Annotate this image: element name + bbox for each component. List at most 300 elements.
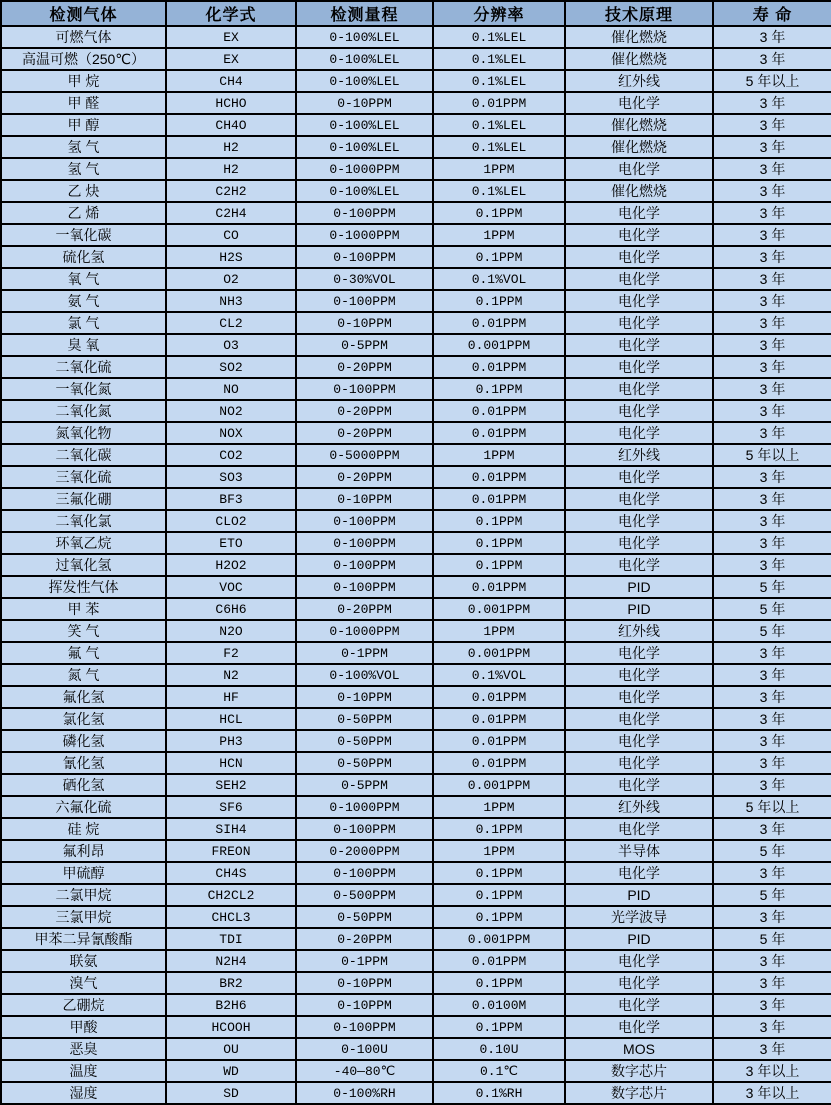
cell: 催化燃烧 (565, 114, 713, 136)
cell: SO2 (166, 356, 296, 378)
column-header-1: 化学式 (166, 1, 296, 26)
cell: 氢 气 (1, 158, 166, 180)
cell: 5 年 (713, 620, 831, 642)
cell: 3 年 (713, 532, 831, 554)
cell: 3 年 (713, 246, 831, 268)
cell: 0-10PPM (296, 92, 433, 114)
cell: 0.01PPM (433, 752, 565, 774)
cell: 磷化氢 (1, 730, 166, 752)
cell: 0.1PPM (433, 202, 565, 224)
cell: 3 年 (713, 906, 831, 928)
cell: 0.1PPM (433, 554, 565, 576)
cell: CO2 (166, 444, 296, 466)
cell: 3 年 (713, 554, 831, 576)
cell: 3 年 (713, 752, 831, 774)
table-row (1, 972, 831, 994)
cell: 0-100%LEL (296, 180, 433, 202)
cell: 0.1%RH (433, 1082, 565, 1104)
cell: 湿度 (1, 1082, 166, 1104)
cell: HCN (166, 752, 296, 774)
cell: 0-500PPM (296, 884, 433, 906)
cell: 0.1%LEL (433, 136, 565, 158)
table-row (1, 114, 831, 136)
cell: 0-10PPM (296, 972, 433, 994)
table-row (1, 202, 831, 224)
table-row (1, 510, 831, 532)
cell: 氨 气 (1, 290, 166, 312)
table-row (1, 796, 831, 818)
cell: 0.1PPM (433, 972, 565, 994)
cell: 0.1PPM (433, 862, 565, 884)
cell: H2 (166, 136, 296, 158)
cell: 5 年 (713, 598, 831, 620)
cell: 0-1000PPM (296, 158, 433, 180)
cell: CLO2 (166, 510, 296, 532)
table-row (1, 730, 831, 752)
cell: BR2 (166, 972, 296, 994)
table-row (1, 400, 831, 422)
cell: 电化学 (565, 510, 713, 532)
cell: 5 年 (713, 884, 831, 906)
cell: SD (166, 1082, 296, 1104)
cell: 3 年 (713, 158, 831, 180)
cell: 二氯甲烷 (1, 884, 166, 906)
table-row (1, 356, 831, 378)
cell: 3 年 (713, 708, 831, 730)
cell: 红外线 (565, 444, 713, 466)
cell: 0-100PPM (296, 818, 433, 840)
cell: 0-100%LEL (296, 48, 433, 70)
cell: 0.1%LEL (433, 180, 565, 202)
cell: 0.001PPM (433, 598, 565, 620)
cell: 0.1℃ (433, 1060, 565, 1082)
cell: O3 (166, 334, 296, 356)
cell: SO3 (166, 466, 296, 488)
cell: 0.01PPM (433, 92, 565, 114)
cell: 乙 炔 (1, 180, 166, 202)
cell: 电化学 (565, 312, 713, 334)
cell: 0-100PPM (296, 532, 433, 554)
table-row (1, 488, 831, 510)
cell: 1PPM (433, 840, 565, 862)
table-row (1, 884, 831, 906)
table-row (1, 906, 831, 928)
cell: 乙硼烷 (1, 994, 166, 1016)
cell: 电化学 (565, 400, 713, 422)
cell: 0.1PPM (433, 532, 565, 554)
cell: SF6 (166, 796, 296, 818)
cell: 电化学 (565, 752, 713, 774)
cell: 3 年 (713, 994, 831, 1016)
cell: 3 年 (713, 114, 831, 136)
cell: 硒化氢 (1, 774, 166, 796)
cell: EX (166, 26, 296, 48)
cell: 电化学 (565, 1016, 713, 1038)
cell: 0.001PPM (433, 928, 565, 950)
cell: 0-100%LEL (296, 26, 433, 48)
cell: HCHO (166, 92, 296, 114)
cell: 0.01PPM (433, 488, 565, 510)
cell: 0.1PPM (433, 290, 565, 312)
cell: 氟 气 (1, 642, 166, 664)
cell: F2 (166, 642, 296, 664)
cell: SIH4 (166, 818, 296, 840)
cell: N2H4 (166, 950, 296, 972)
cell: 电化学 (565, 730, 713, 752)
cell: 3 年 (713, 686, 831, 708)
cell: PID (565, 598, 713, 620)
cell: VOC (166, 576, 296, 598)
cell: 3 年 (713, 510, 831, 532)
cell: 0.1PPM (433, 906, 565, 928)
cell: 0-1000PPM (296, 796, 433, 818)
cell: 氰化氢 (1, 752, 166, 774)
cell: 3 年 (713, 334, 831, 356)
cell: 3 年 (713, 290, 831, 312)
cell: 硅 烷 (1, 818, 166, 840)
table-row (1, 994, 831, 1016)
cell: 0-10PPM (296, 488, 433, 510)
table-row (1, 818, 831, 840)
table-row (1, 840, 831, 862)
cell: 1PPM (433, 444, 565, 466)
cell: 电化学 (565, 532, 713, 554)
cell: 0.10U (433, 1038, 565, 1060)
cell: 3 年 (713, 1038, 831, 1060)
table-row (1, 70, 831, 92)
cell: 0-50PPM (296, 708, 433, 730)
cell: 0.1PPM (433, 1016, 565, 1038)
table-row (1, 378, 831, 400)
cell: 0.1%LEL (433, 26, 565, 48)
cell: 1PPM (433, 224, 565, 246)
cell: 氟利昂 (1, 840, 166, 862)
cell: 联氨 (1, 950, 166, 972)
cell: 3 年 (713, 356, 831, 378)
cell: TDI (166, 928, 296, 950)
cell: 臭 氧 (1, 334, 166, 356)
table-row (1, 752, 831, 774)
table-row (1, 950, 831, 972)
cell: 甲硫醇 (1, 862, 166, 884)
cell: 电化学 (565, 862, 713, 884)
cell: 3 年 (713, 202, 831, 224)
cell: H2 (166, 158, 296, 180)
cell: 电化学 (565, 224, 713, 246)
cell: 0.1%VOL (433, 268, 565, 290)
cell: CH4O (166, 114, 296, 136)
cell: PH3 (166, 730, 296, 752)
cell: 0.1PPM (433, 378, 565, 400)
cell: 0-10PPM (296, 686, 433, 708)
cell: 0.01PPM (433, 466, 565, 488)
cell: 3 年 (713, 422, 831, 444)
cell: 0.01PPM (433, 686, 565, 708)
cell: HCL (166, 708, 296, 730)
cell: 三氯甲烷 (1, 906, 166, 928)
cell: 0.1%LEL (433, 114, 565, 136)
cell: 0-10PPM (296, 994, 433, 1016)
cell: 电化学 (565, 378, 713, 400)
table-row (1, 1060, 831, 1082)
cell: CH4S (166, 862, 296, 884)
cell: 氮 气 (1, 664, 166, 686)
cell: FREON (166, 840, 296, 862)
cell: O2 (166, 268, 296, 290)
cell: 电化学 (565, 818, 713, 840)
cell: 光学波导 (565, 906, 713, 928)
cell: OU (166, 1038, 296, 1060)
cell: -40—80℃ (296, 1060, 433, 1082)
cell: PID (565, 576, 713, 598)
table-row (1, 620, 831, 642)
cell: 3 年 (713, 466, 831, 488)
cell: 0-100PPM (296, 1016, 433, 1038)
cell: 3 年 (713, 268, 831, 290)
cell: 0.1PPM (433, 246, 565, 268)
cell: 电化学 (565, 664, 713, 686)
cell: 电化学 (565, 642, 713, 664)
cell: 0-100PPM (296, 576, 433, 598)
cell: 可燃气体 (1, 26, 166, 48)
cell: 0-30%VOL (296, 268, 433, 290)
cell: 挥发性气体 (1, 576, 166, 598)
cell: 3 年 (713, 950, 831, 972)
cell: 电化学 (565, 554, 713, 576)
cell: 0-20PPM (296, 466, 433, 488)
cell: 0.01PPM (433, 576, 565, 598)
cell: HF (166, 686, 296, 708)
cell: 3 年 (713, 972, 831, 994)
cell: 0-5PPM (296, 334, 433, 356)
cell: 0.01PPM (433, 312, 565, 334)
cell: SEH2 (166, 774, 296, 796)
cell: 环氧乙烷 (1, 532, 166, 554)
cell: 一氧化碳 (1, 224, 166, 246)
column-header-4: 技术原理 (565, 1, 713, 26)
cell: 0-10PPM (296, 312, 433, 334)
cell: 0-50PPM (296, 730, 433, 752)
table-row (1, 642, 831, 664)
cell: 0-100%LEL (296, 70, 433, 92)
cell: 3 年以上 (713, 1060, 831, 1082)
cell: 二氧化氮 (1, 400, 166, 422)
cell: 0.01PPM (433, 708, 565, 730)
cell: 0-2000PPM (296, 840, 433, 862)
cell: 3 年 (713, 180, 831, 202)
table-row (1, 26, 831, 48)
table-row (1, 554, 831, 576)
cell: 1PPM (433, 620, 565, 642)
cell: 3 年 (713, 378, 831, 400)
cell: 笑 气 (1, 620, 166, 642)
cell: 0-20PPM (296, 400, 433, 422)
table-row (1, 1016, 831, 1038)
table-row (1, 268, 831, 290)
cell: 0.1PPM (433, 510, 565, 532)
cell: 3 年 (713, 862, 831, 884)
cell: 电化学 (565, 334, 713, 356)
cell: N2O (166, 620, 296, 642)
cell: 0-100PPM (296, 290, 433, 312)
cell: 三氟化硼 (1, 488, 166, 510)
cell: 0.001PPM (433, 334, 565, 356)
cell: 电化学 (565, 290, 713, 312)
cell: 5 年 (713, 840, 831, 862)
cell: 0.01PPM (433, 730, 565, 752)
cell: 3 年 (713, 26, 831, 48)
cell: 0.001PPM (433, 774, 565, 796)
cell: 电化学 (565, 246, 713, 268)
cell: 3 年 (713, 488, 831, 510)
table-row (1, 774, 831, 796)
cell: 3 年 (713, 400, 831, 422)
cell: 乙 烯 (1, 202, 166, 224)
cell: 数字芯片 (565, 1060, 713, 1082)
cell: 0.01PPM (433, 422, 565, 444)
cell: H2O2 (166, 554, 296, 576)
cell: 0-100PPM (296, 246, 433, 268)
cell: 3 年 (713, 48, 831, 70)
table-row (1, 48, 831, 70)
table-row (1, 928, 831, 950)
header-row (1, 1, 831, 26)
cell: 3 年 (713, 312, 831, 334)
cell: 二氧化碳 (1, 444, 166, 466)
table-row (1, 422, 831, 444)
cell: 三氧化硫 (1, 466, 166, 488)
cell: 溴气 (1, 972, 166, 994)
table-row (1, 334, 831, 356)
table-row (1, 180, 831, 202)
cell: 甲 醇 (1, 114, 166, 136)
cell: 电化学 (565, 686, 713, 708)
cell: 一氧化氮 (1, 378, 166, 400)
cell: 0.01PPM (433, 400, 565, 422)
cell: 0-100PPM (296, 554, 433, 576)
cell: 0-20PPM (296, 598, 433, 620)
cell: 5 年 (713, 576, 831, 598)
cell: 二氧化硫 (1, 356, 166, 378)
cell: 0-100%VOL (296, 664, 433, 686)
cell: 0-20PPM (296, 928, 433, 950)
cell: 数字芯片 (565, 1082, 713, 1104)
cell: 3 年 (713, 730, 831, 752)
cell: 甲苯二异氰酸酯 (1, 928, 166, 950)
cell: 0-100U (296, 1038, 433, 1060)
cell: 氟化氢 (1, 686, 166, 708)
cell: 过氧化氢 (1, 554, 166, 576)
cell: 5 年以上 (713, 796, 831, 818)
cell: 1PPM (433, 158, 565, 180)
cell: 0.1PPM (433, 818, 565, 840)
table-row (1, 312, 831, 334)
cell: 3 年 (713, 224, 831, 246)
cell: N2 (166, 664, 296, 686)
cell: 氯化氢 (1, 708, 166, 730)
cell: BF3 (166, 488, 296, 510)
cell: 催化燃烧 (565, 136, 713, 158)
table-row (1, 158, 831, 180)
cell: 3 年 (713, 642, 831, 664)
cell: 红外线 (565, 620, 713, 642)
cell: 0-5PPM (296, 774, 433, 796)
cell: 氢 气 (1, 136, 166, 158)
cell: MOS (565, 1038, 713, 1060)
cell: 3 年 (713, 1016, 831, 1038)
cell: 5 年 (713, 928, 831, 950)
cell: 高温可燃（250℃） (1, 48, 166, 70)
cell: 0-50PPM (296, 752, 433, 774)
cell: 氧 气 (1, 268, 166, 290)
cell: 电化学 (565, 774, 713, 796)
cell: 0.01PPM (433, 356, 565, 378)
cell: CO (166, 224, 296, 246)
cell: 甲 烷 (1, 70, 166, 92)
cell: 恶臭 (1, 1038, 166, 1060)
cell: 0-1PPM (296, 642, 433, 664)
cell: 0-1000PPM (296, 224, 433, 246)
cell: 氯 气 (1, 312, 166, 334)
cell: 温度 (1, 1060, 166, 1082)
cell: 0-20PPM (296, 356, 433, 378)
cell: 0.001PPM (433, 642, 565, 664)
table-body (1, 26, 831, 1104)
cell: CH2CL2 (166, 884, 296, 906)
cell: NH3 (166, 290, 296, 312)
cell: NO (166, 378, 296, 400)
cell: WD (166, 1060, 296, 1082)
table-row (1, 708, 831, 730)
cell: 催化燃烧 (565, 180, 713, 202)
cell: 催化燃烧 (565, 48, 713, 70)
table-row (1, 532, 831, 554)
cell: 六氟化硫 (1, 796, 166, 818)
table-row (1, 290, 831, 312)
cell: 电化学 (565, 422, 713, 444)
cell: 3 年 (713, 818, 831, 840)
cell: 0.01PPM (433, 950, 565, 972)
cell: 甲 醛 (1, 92, 166, 114)
cell: C2H2 (166, 180, 296, 202)
cell: 3 年 (713, 92, 831, 114)
cell: 0-1000PPM (296, 620, 433, 642)
cell: 电化学 (565, 994, 713, 1016)
cell: 催化燃烧 (565, 26, 713, 48)
cell: 半导体 (565, 840, 713, 862)
cell: 电化学 (565, 466, 713, 488)
cell: ETO (166, 532, 296, 554)
cell: 红外线 (565, 70, 713, 92)
cell: 0-100PPM (296, 202, 433, 224)
cell: 硫化氢 (1, 246, 166, 268)
cell: 电化学 (565, 488, 713, 510)
cell: B2H6 (166, 994, 296, 1016)
cell: 1PPM (433, 796, 565, 818)
cell: 0-100%RH (296, 1082, 433, 1104)
cell: NO2 (166, 400, 296, 422)
cell: CL2 (166, 312, 296, 334)
column-header-0: 检测气体 (1, 1, 166, 26)
cell: 5 年以上 (713, 70, 831, 92)
cell: H2S (166, 246, 296, 268)
cell: 电化学 (565, 92, 713, 114)
table-row (1, 1082, 831, 1104)
cell: 氮氧化物 (1, 422, 166, 444)
cell: 电化学 (565, 708, 713, 730)
cell: 0-5000PPM (296, 444, 433, 466)
cell: 0-1PPM (296, 950, 433, 972)
